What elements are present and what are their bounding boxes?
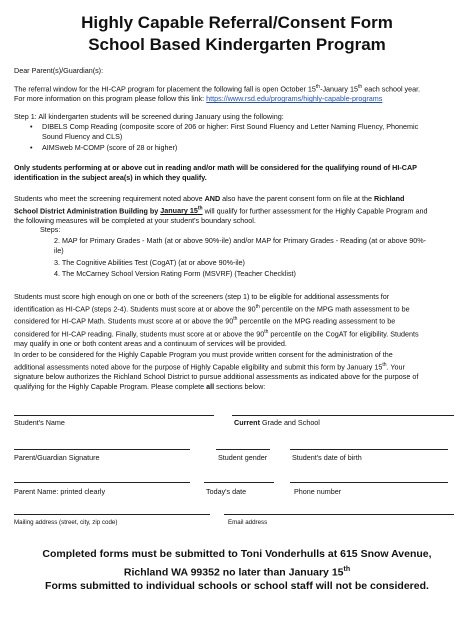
email-label: Email address (228, 519, 268, 526)
requirements-paragraph: Students who meet the screening requirement noted above AND also have the parent consent form on file at the Richland School District Administration Building by January 15th will qualify for further assessment for the Highly Capable Program and the following measures will be completed at your student's boundary school. (14, 194, 428, 226)
mailing-address-label: Mailing address (street, city, zip code) (14, 519, 118, 526)
step2-map: 2. MAP for Primary Grades - Math (at or above 90%-ile) and/or MAP for Primary Grades - Reading (at or above 90%- ile) (54, 236, 427, 255)
todays-date-field[interactable] (204, 482, 274, 483)
student-gender-label: Student gender (218, 453, 268, 462)
form-subtitle: School Based Kindergarten Program (88, 35, 386, 54)
form-title: Highly Capable Referral/Consent Form (81, 13, 393, 32)
email-field[interactable] (224, 514, 454, 515)
qualifying-note: Only students performing at or above cut in reading and/or math will be considered for the qualifying round of HI-CAP identification in the subject area(s) in which they qualify. (14, 163, 417, 182)
dob-label: Student's date of birth (292, 453, 362, 462)
student-name-label: Student's Name (14, 418, 65, 427)
step3-cogat: 3. The Cognitive Abilities Test (CogAT) (at or above 90%-ile) (54, 258, 245, 267)
consent-paragraph: In order to be considered for the Highly Capable Program you must provide written consent for the administration of the additional assessments noted above for the purpose of Highly Capable eligibility and submit this form by January 15th. Your signature below authorizes the Richland School District to pursue additional assessments as indicated above for the purpose of qualifying for the Highly Capable Program. Please complete all sections below: (14, 350, 419, 392)
student-gender-field[interactable] (216, 449, 270, 450)
step1-heading: Step 1: All kindergarten students will be screened during January using the following: (14, 112, 284, 121)
footer-warning: Forms submitted to individual schools or school staff will not be considered. (45, 580, 429, 592)
phone-label: Phone number (294, 487, 342, 496)
parent-name-field[interactable] (14, 482, 190, 483)
salutation: Dear Parent(s)/Guardian(s): (14, 66, 104, 75)
step1-bullet-aimsweb: AIMSweb M-COMP (score of 28 or higher) (42, 143, 178, 152)
footer-submit-line1: Completed forms must be submitted to Toni Vonderhulls at 615 Snow Avenue, (42, 548, 432, 560)
todays-date-label: Today's date (206, 487, 247, 496)
grade-school-label: Current Grade and School (234, 418, 320, 427)
steps-label: Steps: (40, 225, 61, 234)
student-name-field[interactable] (14, 415, 214, 416)
bullet-icon: • (30, 143, 33, 152)
bullet-icon: • (30, 122, 33, 131)
parent-signature-field[interactable] (14, 449, 190, 450)
score-paragraph: Students must score high enough on one or both of the screeners (step 1) to be eligible for additional assessments for identification as HI-CAP (steps 2-4). Students must score at or above the 90th percentile on the MPG math assessment to be considered for HI-CAP Math. Students must score at or above the 90th percentile on the MPG reading assessment to be considered for HI-CAP reading. Finally, students must score at or above the 90th percentile on the CogAT for eligibility. Students may qualify in one or both content areas and a continuum of services will be provided. (14, 292, 419, 349)
step4-msvrf: 4. The McCarney School Version Rating Form (MSVRF) (Teacher Checklist) (54, 269, 296, 278)
hicap-program-link[interactable]: https://www.rsd.edu/programs/highly-capable-programs (206, 94, 383, 104)
parent-name-label: Parent Name: printed clearly (14, 487, 106, 496)
dob-field[interactable] (290, 449, 448, 450)
step1-bullet-dibels: DIBELS Comp Reading (composite score of 206 or higher: First Sound Fluency and Letter Naming Fluency, Phonemic Sound Fluency and CLS) (42, 122, 419, 141)
mailing-address-field[interactable] (14, 514, 210, 515)
intro-paragraph: The referral window for the HI-CAP program for placement the following fall is open October 15th-January 15th each school year. For more information on this program please follow this link: https://www.rsd.edu/programs/highly-capable-programs (14, 84, 421, 104)
footer-submit-line2: Richland WA 99352 no later than January 15th (123, 566, 351, 579)
parent-signature-label: Parent/Guardian Signature (14, 453, 100, 462)
grade-school-field[interactable] (232, 415, 454, 416)
phone-field[interactable] (290, 482, 448, 483)
